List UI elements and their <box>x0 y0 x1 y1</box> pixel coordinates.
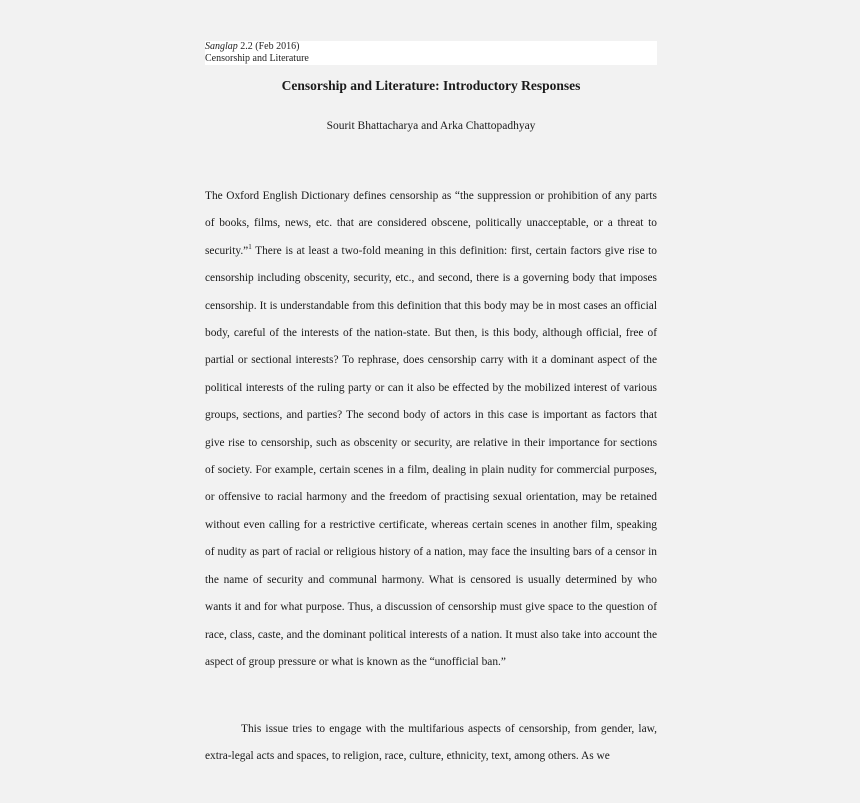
journal-issue: 2.2 (Feb 2016) <box>240 41 300 52</box>
footnote-marker[interactable]: 1 <box>248 243 252 252</box>
journal-name: Sanglap <box>205 41 238 52</box>
body-paragraph-1 <box>205 183 657 676</box>
section-name: Censorship and Literature <box>205 53 309 64</box>
article-title: Censorship and Literature: Introductory Responses <box>281 78 581 93</box>
running-head <box>205 41 657 65</box>
paragraph-1-text-before-note: The Oxford English Dictionary defines censorship as “the suppression or prohibition of any parts of books, films, news, etc. that are considered obscene, politically unacceptable, or a threat to security.” <box>205 190 657 257</box>
body-paragraph-2: This issue tries to engage with the multifarious aspects of censorship, from gender, law, extra-legal acts and spaces, to religion, race, culture, ethnicity, text, among others. As we <box>205 723 657 763</box>
journal-line <box>205 41 657 53</box>
paragraph-1-text-after-note: There is at least a two-fold meaning in this definition: first, certain factors give rise to censorship including obscenity, security, etc., and second, there is a governing body that imposes censorship. It is understandable from this definition that this body may be in most cases an official body, careful of the interests of the nation-state. But then, is this body, although official, free of partial or sectional interests? To rephrase, does censorship carry with it a dominant aspect of the political interests of the ruling party or can it also be effected by the mobilized interest of various groups, sections, and parties? The second body of actors in this case is important as factors that give rise to censorship, such as obscenity or security, are relative in their importance for sections of society. For example, certain scenes in a film, dealing in plain nudity for commercial purposes, or offensive to racial harmony and the freedom of practising sexual orientation, may be retained without even calling for a restrictive certificate, whereas certain scenes in another film, speaking of nudity as part of racial or religious history of a nation, may face the insulting bars of a censor in the name of security and communal harmony. What is censored is usually determined by who wants it and for what purpose. Thus, a discussion of censorship must give space to the question of race, class, caste, and the dominant political interests of a nation. It must also take into account the aspect of group pressure or what is known as the “unofficial ban.” <box>205 244 657 668</box>
article-authors: Sourit Bhattacharya and Arka Chattopadhyay <box>326 120 536 132</box>
